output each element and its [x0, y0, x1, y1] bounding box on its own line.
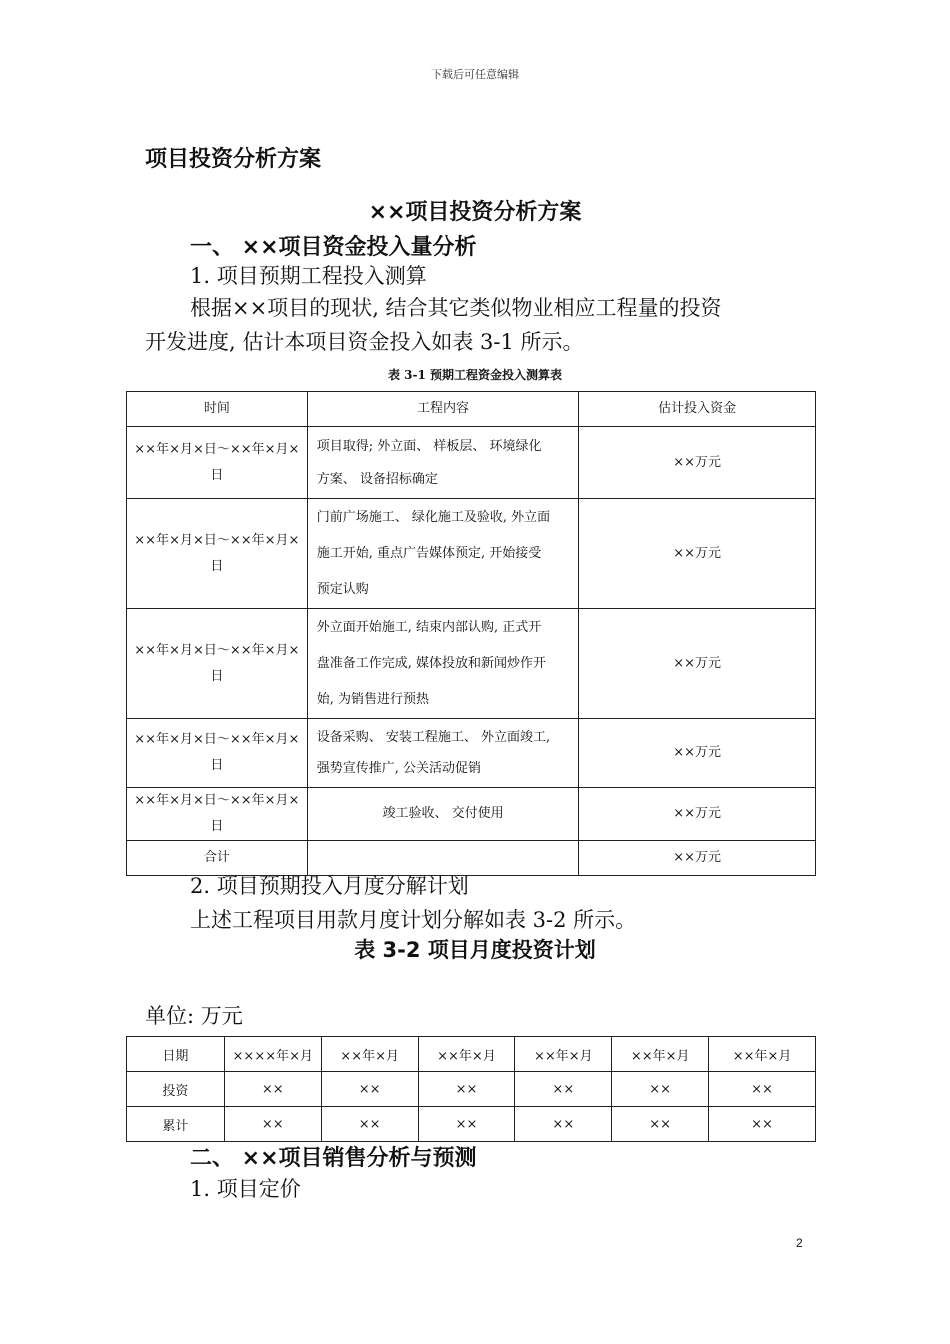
header-time: 时间 [127, 392, 308, 427]
content-cell: 竣工验收、 交付使用 [307, 788, 579, 841]
content-cell: 设备采购、 安装工程施工、 外立面竣工, 强势宣传推广, 公关活动促销 [307, 719, 579, 788]
time-cell: ××年×月×日～××年×月× 日 [127, 719, 308, 788]
cell-value: ×× [515, 1072, 612, 1107]
cell-value: ×× [709, 1072, 816, 1107]
cell-month: ××年×月 [321, 1037, 418, 1072]
cell-invest-label: 投资 [127, 1072, 225, 1107]
section-2-heading: 二、 ××项目销售分析与预测 [190, 1146, 477, 1171]
time-cell: ××年×月×日～××年×月× 日 [127, 427, 308, 499]
fund-cell: ××万元 [579, 788, 816, 841]
table-1-header-row [127, 392, 816, 427]
cell-value: ×× [418, 1107, 515, 1142]
cell-value: ×× [321, 1072, 418, 1107]
content-cell: 项目取得; 外立面、 样板层、 环境绿化 方案、 设备招标确定 [307, 427, 579, 499]
cell-value: ×× [418, 1072, 515, 1107]
paragraph-1-line-2: 开发进度, 估计本项目资金投入如表 3-1 所示。 [145, 330, 584, 354]
fund-cell: ××万元 [579, 499, 816, 609]
paragraph-1-line-1: 根据××项目的现状, 结合其它类似物业相应工程量的投资 [190, 296, 722, 320]
time-cell: ××年×月×日～××年×月× 日 [127, 788, 308, 841]
fund-cell: ××万元 [579, 719, 816, 788]
header-note: 下载后可任意编辑 [431, 68, 519, 81]
cell-value: ×× [515, 1107, 612, 1142]
cell-month: ××年×月 [515, 1037, 612, 1072]
table-row [127, 719, 816, 788]
paragraph-2: 上述工程项目用款月度计划分解如表 3-2 所示。 [190, 908, 637, 932]
page-number: 2 [796, 1236, 803, 1250]
cell-month: ××年×月 [612, 1037, 709, 1072]
monthly-investment-table [126, 1036, 816, 1142]
table-2-caption: 表 3-2 项目月度投资计划 [354, 938, 596, 962]
cell-date-label: 日期 [127, 1037, 225, 1072]
header-content: 工程内容 [307, 392, 579, 427]
time-cell: ××年×月×日～××年×月× 日 [127, 609, 308, 719]
subsection-3-heading: 1. 项目定价 [190, 1177, 301, 1201]
cell-cumulative-label: 累计 [127, 1107, 225, 1142]
content-cell: 外立面开始施工, 结束内部认购, 正式开 盘准备工作完成, 媒体投放和新闻炒作开 始, 为销售进行预热 [307, 609, 579, 719]
table-row [127, 499, 816, 609]
table-row-cumulative [127, 1107, 816, 1142]
document-title: 项目投资分析方案 [145, 147, 322, 172]
investment-estimate-table [126, 391, 816, 876]
cell-month: ××××年×月 [224, 1037, 321, 1072]
table-row [127, 609, 816, 719]
table-2-header-row [127, 1037, 816, 1072]
cell-value: ×× [224, 1107, 321, 1142]
cell-value: ×× [321, 1107, 418, 1142]
time-cell: ××年×月×日～××年×月× 日 [127, 499, 308, 609]
unit-label: 单位: 万元 [145, 1004, 243, 1028]
subsection-1-heading: 1. 项目预期工程投入测算 [190, 264, 427, 288]
subsection-2-heading: 2. 项目预期投入月度分解计划 [190, 874, 469, 898]
table-row [127, 427, 816, 499]
fund-cell: ××万元 [579, 609, 816, 719]
cell-month: ××年×月 [418, 1037, 515, 1072]
table-1-caption: 表 3-1 预期工程资金投入测算表 [387, 368, 563, 382]
section-1-heading: 一、 ××项目资金投入量分析 [190, 235, 477, 260]
center-title: ××项目投资分析方案 [368, 200, 582, 225]
cell-value: ×× [224, 1072, 321, 1107]
content-cell: 门前广场施工、 绿化施工及验收, 外立面 施工开始, 重点广告媒体预定, 开始接受 预定认购 [307, 499, 579, 609]
fund-cell: ××万元 [579, 427, 816, 499]
cell-month: ××年×月 [709, 1037, 816, 1072]
header-fund: 估计投入资金 [579, 392, 816, 427]
table-row [127, 788, 816, 841]
cell-value: ×× [709, 1107, 816, 1142]
total-label: 合计 [127, 841, 308, 876]
table-row-investment [127, 1072, 816, 1107]
total-fund: ××万元 [579, 841, 816, 876]
cell-value: ×× [612, 1107, 709, 1142]
cell-value: ×× [612, 1072, 709, 1107]
